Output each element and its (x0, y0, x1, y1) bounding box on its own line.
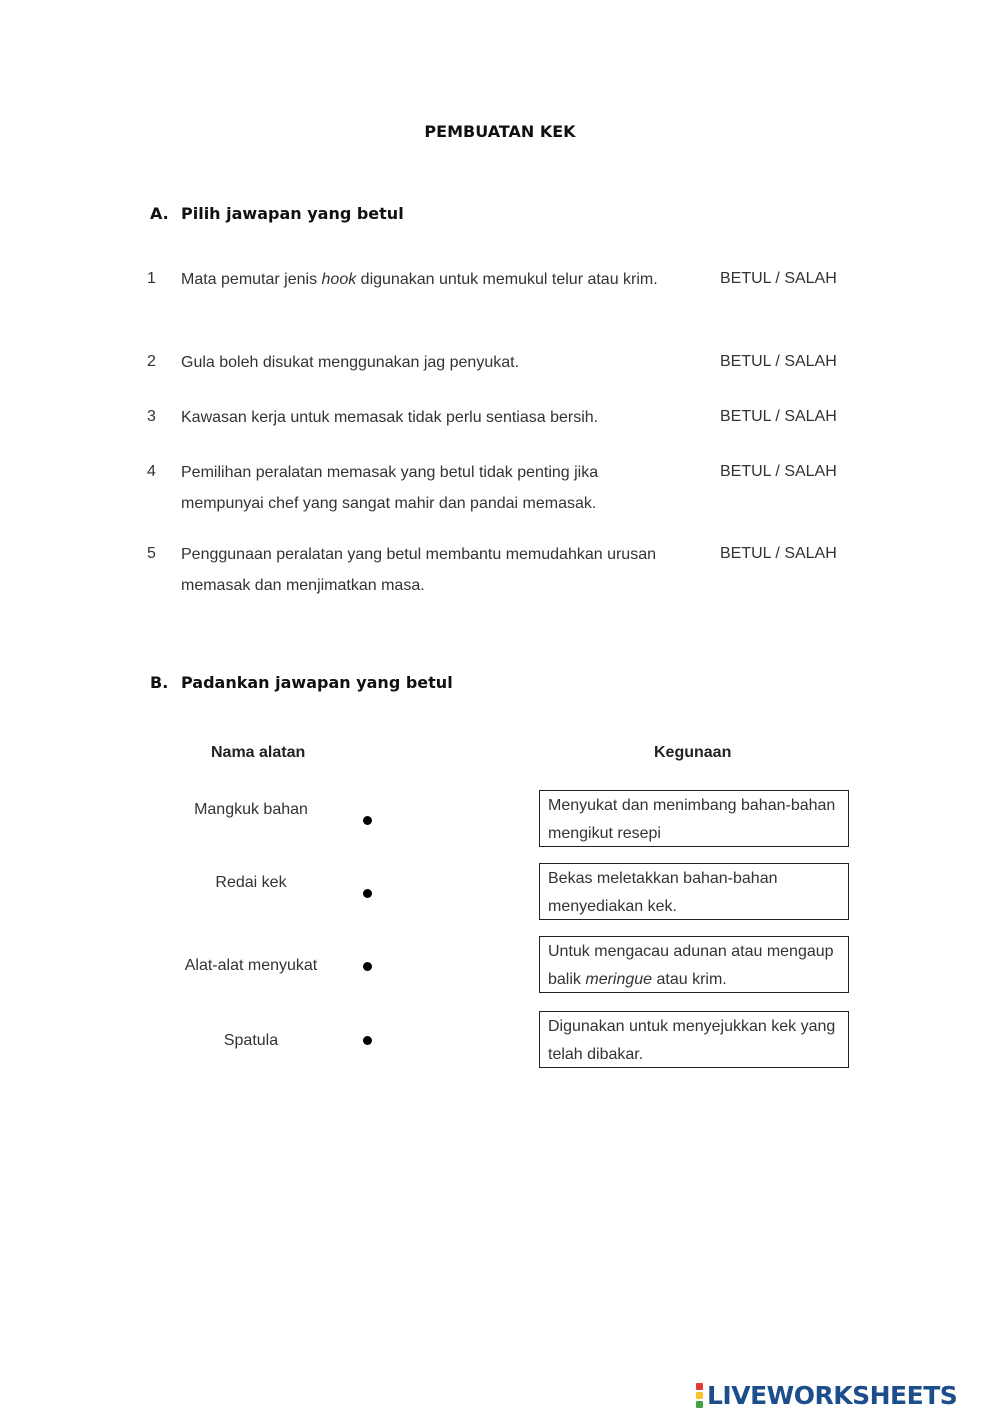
question-2-answer[interactable]: BETUL / SALAH (720, 353, 837, 370)
section-b-heading (150, 673, 550, 695)
section-a-letter: A. (150, 204, 169, 223)
usage-box-3-text-b: atau krim. (652, 971, 727, 988)
question-4-answer[interactable]: BETUL / SALAH (720, 463, 837, 480)
logo-mark-icon (696, 1383, 703, 1408)
usage-box-1[interactable]: Menyukat dan menimbang bahan-bahan mengikut resepi (539, 790, 849, 847)
usage-box-4[interactable]: Digunakan untuk menyejukkan kek yang telah dibakar. (539, 1011, 849, 1068)
question-1-text-a: Mata pemutar jenis (181, 271, 322, 288)
match-dot-1[interactable] (363, 816, 372, 825)
tool-item-alat-menyukat: Alat-alat menyukat (184, 957, 318, 974)
match-dot-4[interactable] (363, 1036, 372, 1045)
question-1-text-b: digunakan untuk memukul telur atau krim. (356, 271, 658, 288)
tool-item-mangkuk-bahan: Mangkuk bahan (194, 801, 308, 818)
question-1-text (181, 264, 681, 295)
tool-item-redai-kek: Redai kek (215, 874, 287, 891)
section-b-title: Padankan jawapan yang betul (181, 673, 453, 692)
usage-box-3-emphasis: meringue (585, 971, 653, 988)
page-title: PEMBUATAN KEK (424, 122, 576, 141)
column-heading-tool-name: Nama alatan (211, 744, 306, 761)
logo-text: LIVEWORKSHEETS (707, 1380, 958, 1410)
question-1-number: 1 (147, 270, 156, 287)
logo-mark-square (696, 1401, 703, 1408)
column-heading-usage: Kegunaan (654, 744, 732, 761)
usage-box-2[interactable]: Bekas meletakkan bahan-bahan menyediakan kek. (539, 863, 849, 920)
question-4-text: Pemilihan peralatan memasak yang betul tidak penting jika mempunyai chef yang sangat mahir dan pandai memasak. (181, 464, 599, 512)
question-2-text: Gula boleh disukat menggunakan jag penyukat. (181, 354, 520, 371)
question-3-number: 3 (147, 408, 156, 425)
question-4-number: 4 (147, 463, 156, 480)
question-5-number: 5 (147, 545, 156, 562)
logo-mark-square (696, 1392, 703, 1399)
usage-box-3-text-a: Untuk mengacau adunan atau mengaup balik (548, 943, 834, 988)
question-1-answer[interactable]: BETUL / SALAH (720, 270, 837, 287)
section-b-letter: B. (150, 673, 169, 692)
question-5-answer[interactable]: BETUL / SALAH (720, 545, 837, 562)
tool-item-spatula: Spatula (223, 1032, 279, 1049)
match-dot-3[interactable] (363, 962, 372, 971)
question-3-text: Kawasan kerja untuk memasak tidak perlu sentiasa bersih. (181, 409, 599, 426)
question-1-text-emphasis: hook (321, 271, 357, 288)
liveworksheets-logo (696, 1380, 957, 1410)
match-dot-2[interactable] (363, 889, 372, 898)
logo-mark-square (696, 1383, 703, 1390)
question-2-number: 2 (147, 353, 156, 370)
usage-box-3[interactable] (539, 936, 849, 993)
question-5-text: Penggunaan peralatan yang betul membantu memudahkan urusan memasak dan menjimatkan masa. (181, 546, 656, 594)
question-3-answer[interactable]: BETUL / SALAH (720, 408, 837, 425)
section-a-title: Pilih jawapan yang betul (181, 204, 404, 223)
section-a-heading (150, 204, 550, 226)
